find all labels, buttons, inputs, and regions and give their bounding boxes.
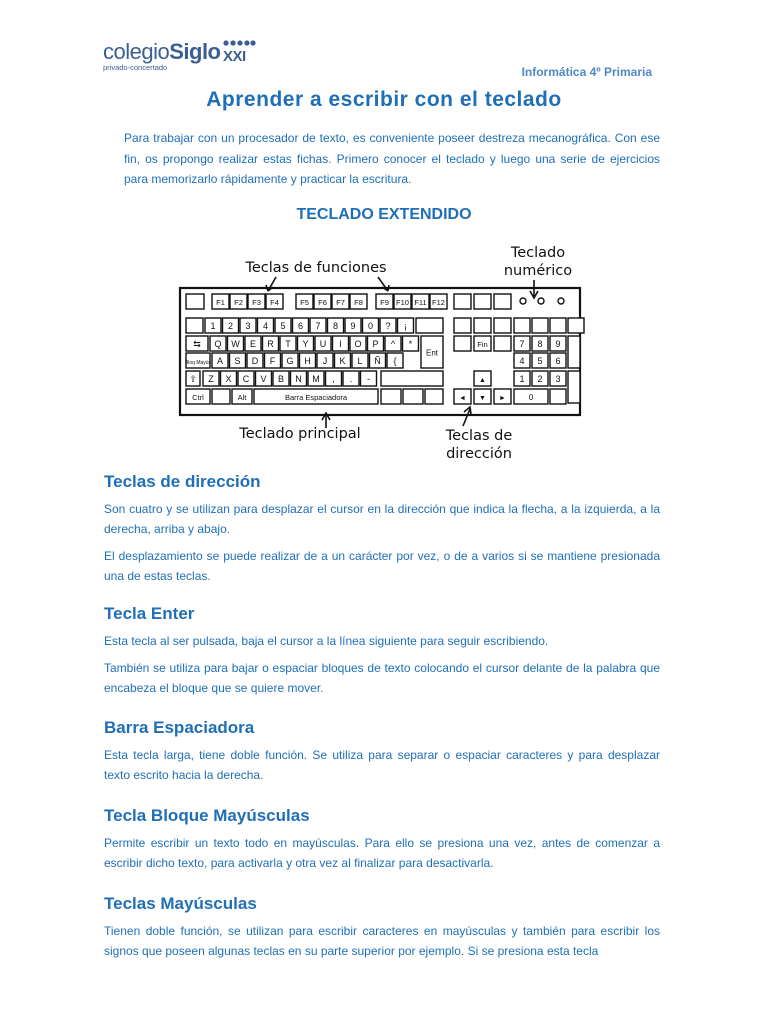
key-caps-lock-label: Bloq Mayús [184, 360, 212, 366]
key-number-row-label: 7 [315, 321, 321, 331]
key-f12-label: F12 [432, 298, 445, 307]
key-numpad-label: 8 [537, 339, 543, 349]
section-paragraph: Esta tecla al ser pulsada, baja el cursor a la línea siguiente para seguir escribiendo. [104, 634, 549, 648]
section-enter-key [104, 604, 660, 705]
logo-bold: Siglo [169, 39, 221, 64]
key-f10-label: F10 [396, 298, 409, 307]
key-f5-label: F5 [300, 298, 309, 307]
label-numpad-line1: Teclado [510, 245, 566, 261]
key-numpad-plus [568, 336, 580, 368]
key-numpad-label: 2 [537, 374, 543, 384]
key-letter-label: . [349, 374, 353, 384]
section-space-bar [104, 718, 660, 792]
key-f2-label: F2 [234, 298, 243, 307]
key-letter-label: I [339, 339, 342, 349]
key-letter-label: F [269, 356, 276, 366]
key-letter-label: A [216, 356, 224, 366]
key-letter-label: X [225, 374, 232, 384]
key-letter-label: O [354, 339, 362, 349]
key-f9-label: F9 [380, 298, 389, 307]
key-arrow-right-label: ► [499, 395, 506, 402]
key-pagedown [494, 336, 511, 351]
key-home [474, 318, 491, 333]
key-backspace [416, 318, 443, 333]
key-number-row-label: 0 [367, 321, 374, 331]
key-letter-label: C [242, 374, 250, 384]
key-letter-label: S [234, 356, 241, 366]
section-caps-lock [104, 806, 660, 880]
key-letter-label: B [277, 374, 285, 384]
key-arrow-left-label: ◄ [459, 395, 466, 402]
key-esc [186, 294, 204, 309]
section-shift-keys [104, 894, 660, 968]
key-letter-label: - [367, 374, 370, 384]
key-pause [494, 294, 511, 309]
key-letter-label: H [304, 356, 311, 366]
logo-prefix: colegio [103, 39, 170, 64]
key-delete [454, 336, 471, 351]
key-f7-label: F7 [336, 298, 345, 307]
key-alt-label: Alt [237, 393, 247, 402]
key-numpad-top [514, 318, 530, 333]
status-light [520, 298, 526, 304]
key-numpad-label: 6 [555, 356, 561, 366]
key-letter-label: K [339, 356, 346, 366]
subject-label: Informática 4º Primaria [521, 65, 652, 79]
key-numpad-label: 1 [519, 374, 525, 384]
school-logo [103, 40, 256, 80]
key-number-row-label: 5 [280, 321, 286, 331]
key-backtick [186, 318, 203, 333]
section-paragraph: El desplazamiento se puede realizar de a un carácter por vez, o de a varios si se mantiene presionada una de estas teclas. [104, 549, 660, 583]
key-letter-label: { [393, 356, 397, 366]
key-print [454, 294, 471, 309]
key-number-row-label: 9 [350, 321, 356, 331]
key-enter-label: Ent [425, 348, 439, 358]
key-f8-label: F8 [354, 298, 363, 307]
key-end-label: Fin [477, 340, 488, 349]
key-ctrl-label: Ctrl [192, 393, 204, 402]
key-numpad-label: 7 [519, 339, 525, 349]
key-letter-label: J [322, 356, 328, 366]
key-letter-label: Q [214, 339, 222, 349]
key-numpad-label: 3 [555, 374, 561, 384]
logo-wordmark [103, 40, 256, 64]
key-f11-label: F11 [414, 298, 427, 307]
key-number-row-label: ? [385, 321, 391, 331]
key-letter-label: D [251, 356, 259, 366]
key-numpad-label: 5 [537, 356, 543, 366]
section-heading: Teclas Mayúsculas [104, 894, 257, 913]
key-number-row-label: 6 [297, 321, 304, 331]
key-numpad-top [532, 318, 548, 333]
keyboard-title: TECLADO EXTENDIDO [296, 206, 472, 223]
key-number-row-label: 8 [332, 321, 339, 331]
label-arrows-line1: Teclas de [445, 428, 513, 444]
section-heading: Tecla Bloque Mayúsculas [104, 806, 310, 825]
key-f3-label: F3 [252, 298, 261, 307]
key-letter-label: Ñ [374, 356, 381, 366]
section-heading: Teclas de dirección [104, 472, 261, 491]
label-arrows-line2: dirección [446, 446, 512, 461]
key-numpad-label: 9 [555, 339, 561, 349]
key-letter-label: ^ [390, 339, 396, 349]
key-pageup [494, 318, 511, 333]
key-number-row-label: 1 [210, 321, 216, 331]
keyboard-diagram [176, 243, 588, 461]
section-paragraph: También se utiliza para bajar o espaciar bloques de texto colocando el cursor delante de la palabra que encabeza el bloque que se quiere mover. [104, 661, 660, 695]
section-direction-keys [104, 472, 660, 593]
section-heading: Barra Espaciadora [104, 718, 255, 737]
key-alt-gr [381, 389, 401, 404]
section-paragraph: Tienen doble función, se utilizan para escribir caracteres en mayúsculas y también para escribir los signos que poseen algunas teclas en su parte superior por ejemplo. Si se presiona esta tecla [104, 924, 660, 958]
key-letter-label: U [319, 339, 327, 349]
key-letter-label: W [231, 339, 240, 349]
logo-tagline: privado-concertado [103, 63, 168, 72]
key-left-shift-label: ⇧ [189, 374, 197, 384]
key-letter-label: G [286, 356, 294, 366]
label-numpad-line2: numérico [503, 263, 573, 279]
key-letter-label: Y [302, 339, 309, 349]
label-main-keyboard: Teclado principal [239, 426, 361, 442]
key-number-row-label: 2 [227, 321, 234, 331]
key-f6-label: F6 [318, 298, 327, 307]
key-menu [403, 389, 423, 404]
key-letter-label: Z [208, 374, 214, 384]
key-letter-label: R [267, 339, 274, 349]
key-letter-label: T [285, 339, 291, 349]
label-function-keys: Teclas de funciones [245, 260, 387, 276]
key-letter-label: * [408, 339, 413, 349]
key-letter-label: , [332, 374, 335, 384]
section-heading: Tecla Enter [104, 604, 195, 623]
key-win [212, 389, 230, 404]
key-tab-label: ⇆ [193, 339, 201, 349]
key-numpad-label: 4 [519, 356, 525, 366]
key-right-shift [381, 371, 443, 386]
key-letter-label: M [312, 374, 320, 384]
key-number-row-label: 3 [245, 321, 251, 331]
key-numpad-dot [550, 389, 566, 404]
key-letter-label: E [249, 339, 257, 349]
key-numpad-top [550, 318, 566, 333]
section-paragraph: Esta tecla larga, tiene doble función. Se utiliza para separar o espaciar caracteres y para desplazar texto escrito hacia la derecha. [104, 748, 660, 782]
key-right-ctrl [425, 389, 443, 404]
key-number-row-label: 4 [262, 321, 269, 331]
key-arrow-up-label: ▲ [479, 377, 486, 384]
key-letter-label: N [295, 374, 302, 384]
logo-figures-icon [222, 40, 256, 64]
status-light [538, 298, 544, 304]
key-letter-label: L [357, 356, 363, 366]
key-letter-label: P [372, 339, 379, 349]
key-numpad-enter [568, 371, 580, 403]
status-light [558, 298, 564, 304]
page-title: Aprender a escribir con el teclado [206, 88, 562, 111]
key-insert [454, 318, 471, 333]
key-scroll [474, 294, 491, 309]
logo-numeral: XXI [222, 48, 246, 64]
key-numpad-top [568, 318, 584, 333]
key-numpad-zero-label: 0 [528, 393, 534, 402]
intro-paragraph: Para trabajar con un procesador de texto, es conveniente poseer destreza mecanográfica. Con ese fin, os propongo realizar estas fichas. Primero conocer el teclado y luego una serie de ejercicios para memorizarlo rápidamente y practicar la escritura. [124, 131, 660, 186]
key-arrow-down-label: ▼ [479, 395, 486, 402]
key-number-row-label: ¡ [404, 321, 407, 331]
key-f1-label: F1 [216, 298, 225, 307]
key-letter-label: V [260, 374, 267, 384]
section-paragraph: Permite escribir un texto todo en mayúsculas. Para ello se presiona una vez, antes de comenzar a escribir dicho texto, para activarla y otra vez al finalizar para desactivarla. [104, 836, 660, 870]
section-paragraph: Son cuatro y se utilizan para desplazar el cursor en la dirección que indica la flecha, a la izquierda, a la derecha, arriba y abajo. [104, 502, 660, 536]
key-f4-label: F4 [270, 298, 279, 307]
key-space-label: Barra Espaciadora [284, 393, 348, 402]
